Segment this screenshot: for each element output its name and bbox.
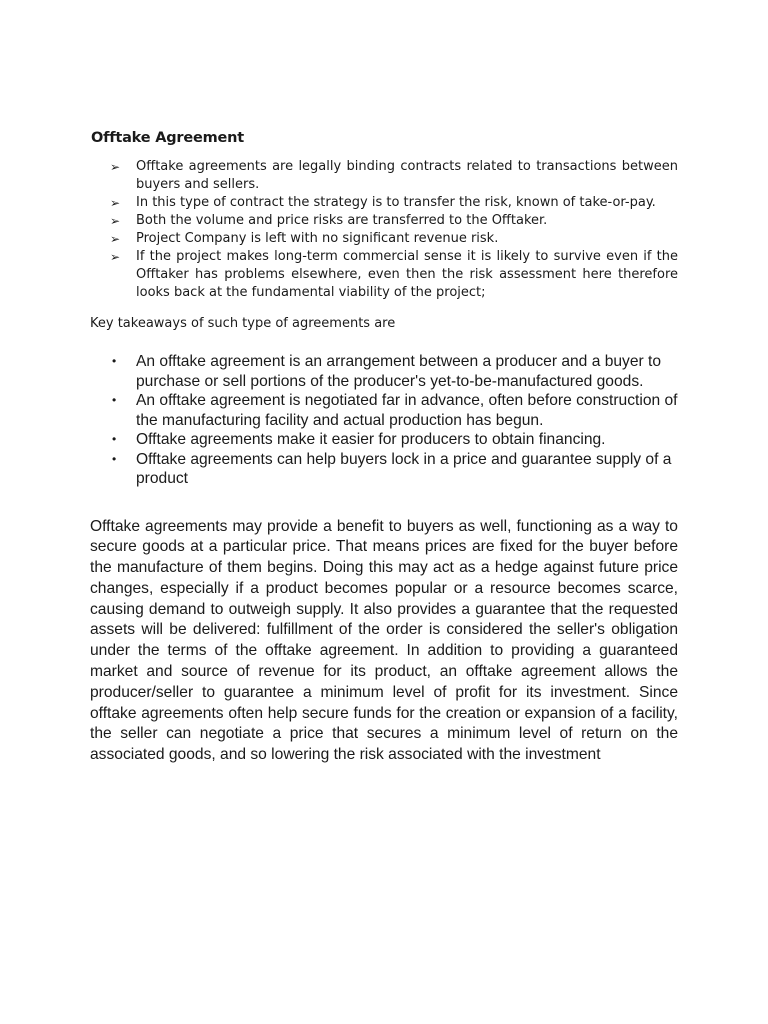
arrow-point-item [90,230,678,248]
arrow-point-item [90,158,678,194]
arrow-bullet-icon: ➢ [110,196,121,210]
arrow-point-item [90,212,678,230]
arrow-point-text: If the project makes long-term commercial sense it is likely to survive even if the Offtaker has problems elsewhere, even then the risk assessment here therefore looks back at the fundamental viability of the project; [136,249,678,300]
arrow-point-text: Offtake agreements are legally binding contracts related to transactions between buyers and sellers. [136,159,678,192]
takeaway-bullet-list [90,352,678,489]
takeaway-text: An offtake agreement is negotiated far in advance, often before construction of the manufacturing facility and actual production has begun. [136,392,678,429]
takeaway-item [90,450,678,489]
arrow-bullet-icon: ➢ [110,214,121,228]
takeaway-item [90,352,678,391]
bullet-dot-icon: • [112,354,117,368]
arrow-bullet-icon: ➢ [110,232,121,246]
arrow-bullet-icon: ➢ [110,160,121,174]
bullet-dot-icon: • [112,451,117,466]
arrow-bullet-icon: ➢ [110,250,121,264]
body-paragraph: Offtake agreements may provide a benefit to buyers as well, functioning as a way to secure goods at a particular price. That means prices are fixed for the buyer before the manufacture of them begins. Doing this may act as a hedge against future price changes, especially if a product becomes popular or a resource becomes scarce, causing demand to outweigh supply. It also provides a guarantee that the requested assets will be delivered: fulfillment of the order is considered the seller's obligation under the terms of the offtake agreement. In addition to providing a guaranteed market and source of revenue for its product, an offtake agreement allows the producer/seller to guarantee a minimum level of profit for its investment. Since offtake agreements often help secure funds for the creation or expansion of a facility, the seller can negotiate a price that secures a minimum level of return on the associated goods, and so lowering the risk associated with the investment [90,517,678,764]
takeaways-intro: Key takeaways of such type of agreements are [90,316,396,331]
bullet-dot-icon: • [112,393,117,407]
arrow-point-item [90,194,678,212]
arrow-point-text: Both the volume and price risks are transferred to the Offtaker. [136,213,548,228]
takeaway-item [90,430,678,450]
document-heading: Offtake Agreement [91,130,245,146]
document-page [90,128,678,766]
takeaway-text: Offtake agreements make it easier for producers to obtain financing. [136,431,606,448]
takeaway-text: Offtake agreements can help buyers lock in a price and guarantee supply of a product [136,450,672,487]
arrow-point-list [90,158,678,302]
arrow-point-text: In this type of contract the strategy is to transfer the risk, known of take-or-pay. [136,195,656,210]
takeaway-item [90,391,678,430]
bullet-dot-icon: • [112,432,117,446]
takeaway-text: An offtake agreement is an arrangement between a producer and a buyer to purchase or sell portions of the producer's yet-to-be-manufactured goods. [136,353,662,390]
arrow-point-item [90,248,678,302]
arrow-point-text: Project Company is left with no significant revenue risk. [136,231,499,246]
